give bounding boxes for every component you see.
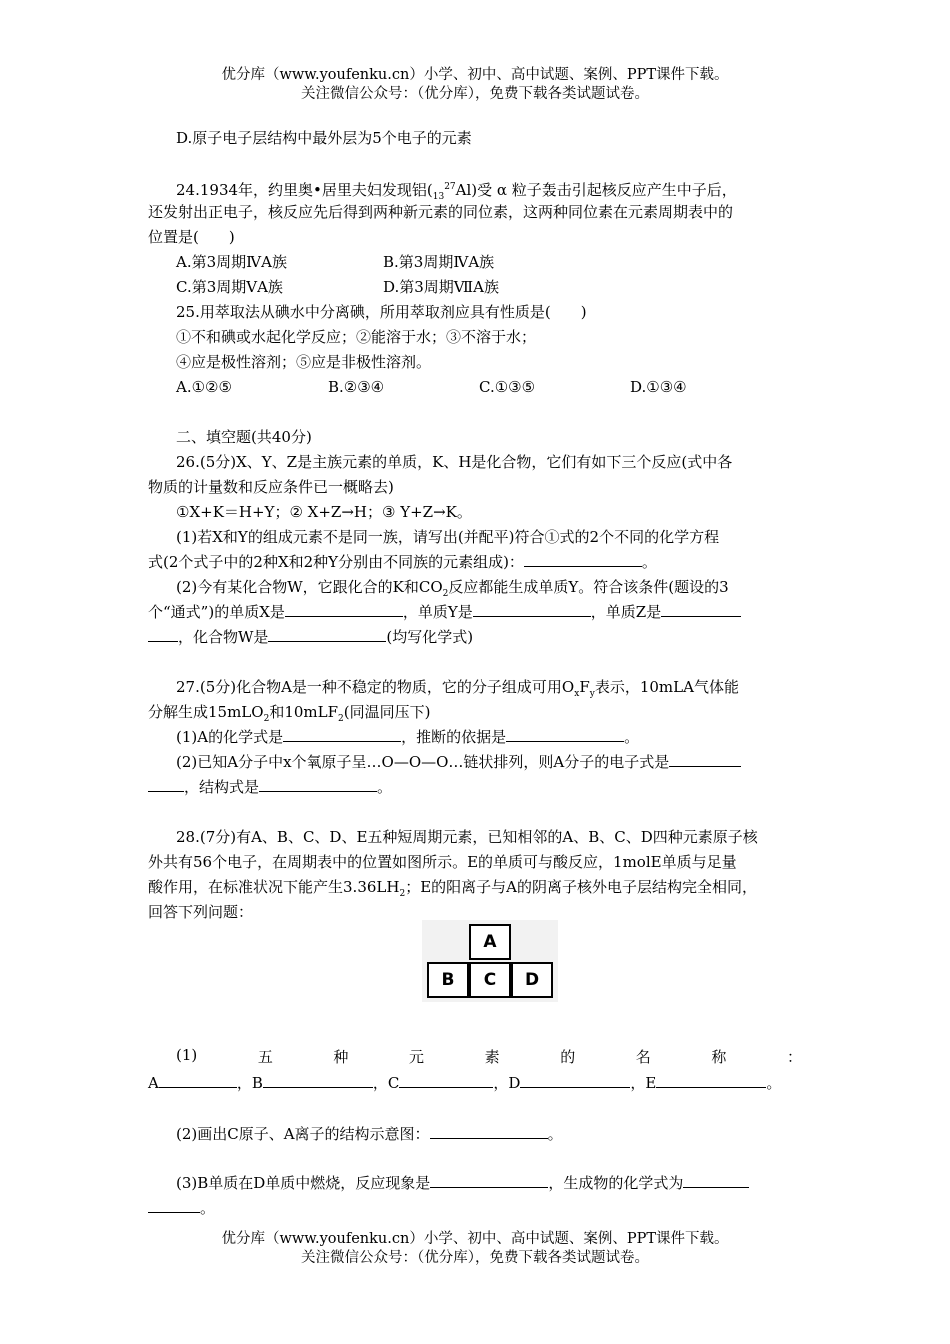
q26-line-5-end: 。: [641, 553, 657, 571]
q27-line-1-a: 27.(5分)化合物A是一种不稳定的物质，它的分子组成可用O: [176, 678, 575, 696]
q28-p1-end: 。: [766, 1074, 782, 1092]
q28-blank-product-cont[interactable]: [148, 1198, 200, 1213]
q28-p1-word: ：: [786, 1048, 802, 1066]
q26-line-6-a: (2)今有某化合物W，它跟化合的K和CO: [176, 578, 443, 596]
q24-sup: 27: [444, 182, 456, 192]
q28-part-3: [176, 1173, 749, 1193]
page-header: [0, 66, 950, 104]
q25-line-3: ④应是极性溶剂；⑤应是非极性溶剂。: [176, 353, 432, 371]
q27-sub-f2: 2: [338, 714, 344, 724]
q26-blank-equations[interactable]: [524, 552, 642, 567]
q26-line-1: 26.(5分)X、Y、Z是主族元素的单质，K、H是化合物，它们有如下三个反应(式中各: [176, 453, 733, 471]
q26-line-7-a: 个“通式”)的单质X是: [148, 603, 285, 621]
q26-blank-z-cont[interactable]: [148, 627, 178, 642]
q27-line-1-m: F: [579, 678, 590, 696]
q28-p3-b: ，生成物的化学式为: [548, 1174, 684, 1192]
q24-option-a: A.第3周期ⅣA族: [176, 253, 287, 271]
q27-blank-electron[interactable]: [669, 752, 741, 767]
q26-line-7: [148, 602, 741, 622]
q28-sub-h2: 2: [399, 889, 406, 899]
q26-line-6-sub: 2: [442, 589, 449, 599]
q28-p1-word: 素: [484, 1048, 500, 1066]
q26-line-6-b: 反应都能生成单质Y。符合该条件(题设的3: [448, 578, 729, 596]
q27-blank-structure[interactable]: [259, 777, 377, 792]
q27-sub-o2: 2: [263, 714, 270, 724]
header-line-2: 关注微信公众号：（优分库），免费下载各类试题试卷。: [301, 86, 649, 102]
q25-option-d: D.①③④: [630, 378, 687, 396]
q27-line-2-b: (同温同压下): [343, 703, 431, 721]
q26-blank-w[interactable]: [268, 627, 386, 642]
page-footer: [0, 1230, 950, 1268]
q28-blank-c[interactable]: [399, 1073, 493, 1088]
q28-blank-diagram[interactable]: [430, 1124, 548, 1139]
q28-part-1-line: [176, 1046, 802, 1067]
q24-text-a: 24.1934年，约里奥•居里夫妇发现铝(: [176, 181, 433, 199]
q28-line-3-b: ；E的阳离子与A的阴离子核外电子层结构完全相同，: [405, 878, 757, 896]
q27-line-2-a: 分解生成15mLO: [148, 703, 264, 721]
q25-option-c: C.①③⑤: [479, 378, 536, 396]
q26-line-4: (1)若X和Y的组成元素不是同一族，请写出(并配平)符合①式的2个不同的化学方程: [176, 528, 720, 546]
footer-line-2: 关注微信公众号：（优分库），免费下载各类试题试卷。: [301, 1250, 649, 1266]
q27-line-5-a: ，结构式是: [184, 778, 260, 796]
q28-line-4: 回答下列问题：: [148, 903, 254, 921]
q28-p1-word: 种: [333, 1048, 349, 1066]
footer-line-1: 优分库（www.youfenku.cn）小学、初中、高中试题、案例、PPT课件下载。: [221, 1231, 729, 1247]
q28-p2-end: 。: [547, 1125, 563, 1143]
q25-line-1: 25.用萃取法从碘水中分离碘，所用萃取剂应具有性质是( ): [176, 303, 587, 321]
q27-blank-formula[interactable]: [283, 727, 401, 742]
q26-line-7-b: ，单质Y是: [402, 603, 473, 621]
q27-blank-basis[interactable]: [506, 727, 624, 742]
q23-option-d: D.原子电子层结构中最外层为5个电子的元素: [176, 129, 472, 147]
q26-blank-y[interactable]: [473, 602, 591, 617]
q28-blank-b[interactable]: [263, 1073, 373, 1088]
q26-line-5-text: 式(2个式子中的2种X和2种Y分别由不同族的元素组成)：: [148, 553, 524, 571]
q26-line-7-c: ，单质Z是: [590, 603, 662, 621]
cell-c: C: [469, 962, 511, 998]
q27-line-4-a: (2)已知A分子中x个氧原子呈…O—O—O…链状排列，则A分子的电子式是: [176, 753, 670, 771]
cell-a: A: [469, 924, 511, 960]
q26-line-8: [148, 627, 473, 647]
q28-p1-word: 元: [409, 1048, 425, 1066]
q28-blank-phenomenon[interactable]: [430, 1173, 548, 1188]
q24-line-3: 位置是( ): [148, 228, 235, 246]
q26-line-2: 物质的计量数和反应条件已一概略去): [148, 478, 394, 496]
q24-option-c: C.第3周期ⅤA族: [176, 278, 283, 296]
q27-sub-y: y: [589, 689, 595, 699]
periodic-table-figure: [422, 920, 558, 1002]
q24-sub: 13: [432, 192, 445, 202]
q26-blank-z[interactable]: [661, 602, 741, 617]
q28-p1-word: 称: [711, 1048, 727, 1066]
section-2-title: 二、填空题(共40分): [176, 428, 312, 446]
q26-line-3: ①X+K＝H+Y；② X+Z→H；③ Y+Z→K。: [176, 503, 472, 521]
q28-p1-b-label: ，B: [236, 1074, 263, 1092]
q27-sub-x: x: [574, 689, 580, 699]
q27-line-3-a: (1)A的化学式是: [176, 728, 284, 746]
q27-blank-electron-cont[interactable]: [148, 777, 184, 792]
q27-line-3: [176, 727, 639, 747]
q24-text-b: Al)受 α 粒子轰击引起核反应产生中子后，: [455, 181, 737, 199]
q28-p3-a: (3)B单质在D单质中燃烧，反应现象是: [176, 1174, 431, 1192]
q24-option-d: D.第3周期ⅦA族: [383, 278, 499, 296]
q27-line-2-m: 和10mLF: [269, 703, 338, 721]
q28-blank-e[interactable]: [656, 1073, 766, 1088]
q27-line-2: [148, 702, 430, 729]
q28-part-2: [176, 1124, 563, 1144]
q27-line-1: [176, 677, 739, 704]
q26-line-6: [176, 577, 729, 604]
q26-blank-x[interactable]: [285, 602, 403, 617]
q24-line-2: 还发射出正电子，核反应先后得到两种新元素的同位素，这两种同位素在元素周期表中的: [148, 203, 734, 221]
q28-blank-a[interactable]: [159, 1073, 237, 1088]
q26-line-8-b: (均写化学式): [386, 628, 474, 646]
q28-p1-word: 名: [635, 1048, 651, 1066]
q28-part-3-cont: [148, 1198, 215, 1218]
q27-line-3-b: ，推断的依据是: [401, 728, 507, 746]
q26-line-8-a: ，化合物W是: [178, 628, 269, 646]
q28-p1-word: 五: [257, 1048, 273, 1066]
q28-part-1-blanks: [148, 1073, 781, 1093]
q28-p1-e-label: ，E: [630, 1074, 657, 1092]
q28-blank-d[interactable]: [520, 1073, 630, 1088]
q28-line-3: [148, 877, 757, 904]
q28-blank-product[interactable]: [683, 1173, 749, 1188]
q28-p2-text: (2)画出C原子、A离子的结构示意图：: [176, 1125, 430, 1143]
q27-line-5: [148, 777, 392, 797]
q26-line-5: [148, 552, 657, 572]
q28-p1-d-label: ，D: [493, 1074, 521, 1092]
q24-option-b: B.第3周期ⅣA族: [383, 253, 495, 271]
q28-line-2: 外共有56个电子，在周期表中的位置如图所示。E的单质可与酸反应，1molE单质与足量: [148, 853, 737, 871]
q27-line-3-c: 。: [624, 728, 640, 746]
q28-line-3-a: 酸作用，在标准状况下能产生3.36LH: [148, 878, 400, 896]
q28-p3-end: 。: [200, 1199, 216, 1217]
header-line-1: 优分库（www.youfenku.cn）小学、初中、高中试题、案例、PPT课件下载。: [221, 67, 729, 83]
q28-p1-a-label: A: [148, 1074, 159, 1092]
q25-option-a: A.①②⑤: [176, 378, 232, 396]
cell-d: D: [511, 962, 553, 998]
cell-b: B: [427, 962, 469, 998]
q28-p1-word: (1): [176, 1046, 198, 1064]
q25-option-b: B.②③④: [328, 378, 385, 396]
q28-p1-word: 的: [560, 1048, 576, 1066]
q27-line-5-b: 。: [377, 778, 393, 796]
q28-p1-c-label: ，C: [372, 1074, 400, 1092]
q27-line-1-b: 表示，10mLA气体能: [594, 678, 739, 696]
q27-line-4: [176, 752, 741, 772]
q25-line-2: ①不和碘或水起化学反应；②能溶于水；③不溶于水；: [176, 328, 537, 346]
q28-line-1: 28.(7分)有A、B、C、D、E五种短周期元素，已知相邻的A、B、C、D四种元素原子核: [176, 828, 758, 846]
